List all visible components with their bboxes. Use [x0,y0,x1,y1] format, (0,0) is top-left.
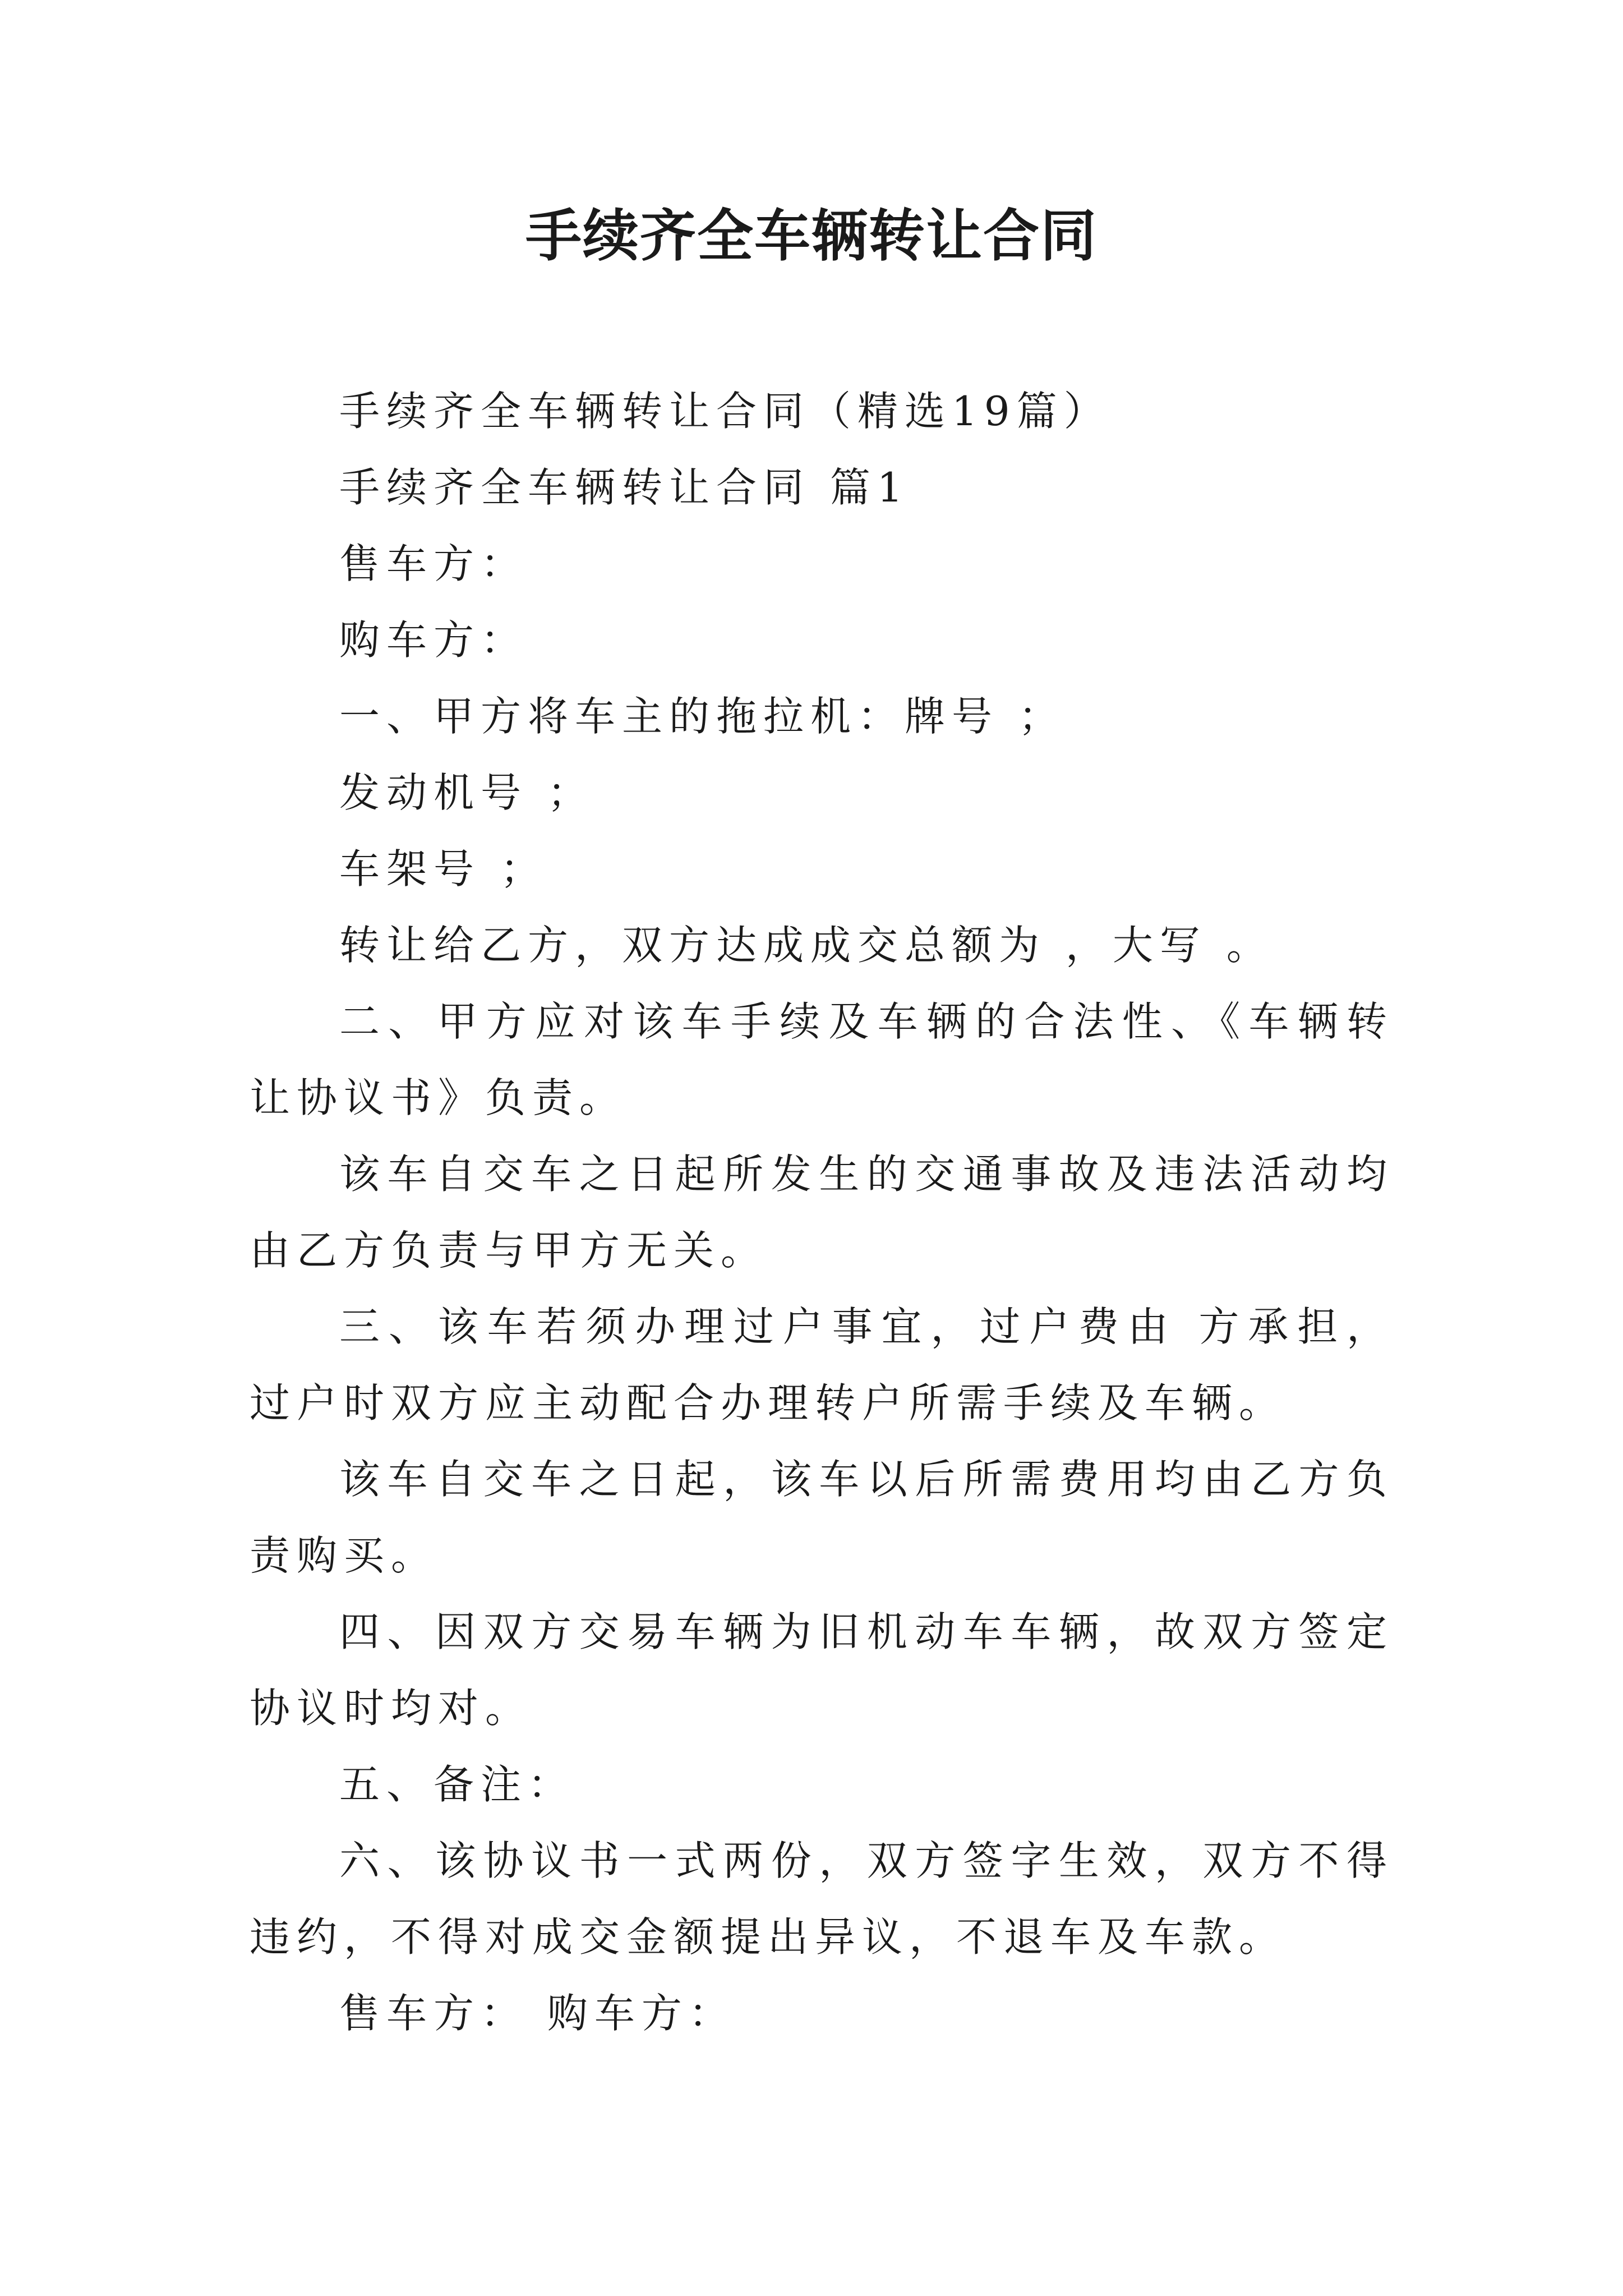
document-body [250,373,1394,2051]
paragraph-engine-number: 发动机号 ； [339,769,594,816]
paragraph-transfer-amount: 转让给乙方，双方达成成交总额为 ，大写 。 [339,922,1274,969]
paragraph-clause-1-plate: 一、甲方将车主的拖拉机：牌号 ； [339,693,1066,740]
paragraph-seller: 售车方： [339,540,528,587]
document-title: 手续齐全车辆转让合同 [525,203,1098,269]
paragraph-clause-4: 四、因双方交易车辆为旧机动车车辆，故双方签定协议时均对。 [250,1608,1394,1732]
paragraph-signatures: 售车方： 购车方： [339,1990,736,2037]
paragraph-buyer: 购车方： [339,616,528,664]
paragraph-collection-heading: 手续齐全车辆转让合同（精选19篇） [339,388,1111,435]
paragraph-clause-3: 三、该车若须办理过户事宜，过户费由 方承担，过户时双方应主动配合办理转户所需手续及车辆。 [250,1303,1394,1427]
paragraph-frame-number: 车架号 ； [339,845,547,892]
paragraph-costs: 该车自交车之日起，该车以后所需费用均由乙方负责购买。 [250,1456,1394,1579]
paragraph-article-heading: 手续齐全车辆转让合同 篇1 [339,464,910,511]
paragraph-liability: 该车自交车之日起所发生的交通事故及违法活动均由乙方负责与甲方无关。 [250,1151,1394,1274]
paragraph-clause-5-remarks: 五、备注： [339,1761,575,1808]
paragraph-clause-2: 二、甲方应对该车手续及车辆的合法性、《车辆转让协议书》负责。 [250,998,1394,1121]
paragraph-clause-6: 六、该协议书一式两份，双方签字生效，双方不得违约，不得对成交金额提出异议，不退车及车款。 [250,1837,1394,1961]
